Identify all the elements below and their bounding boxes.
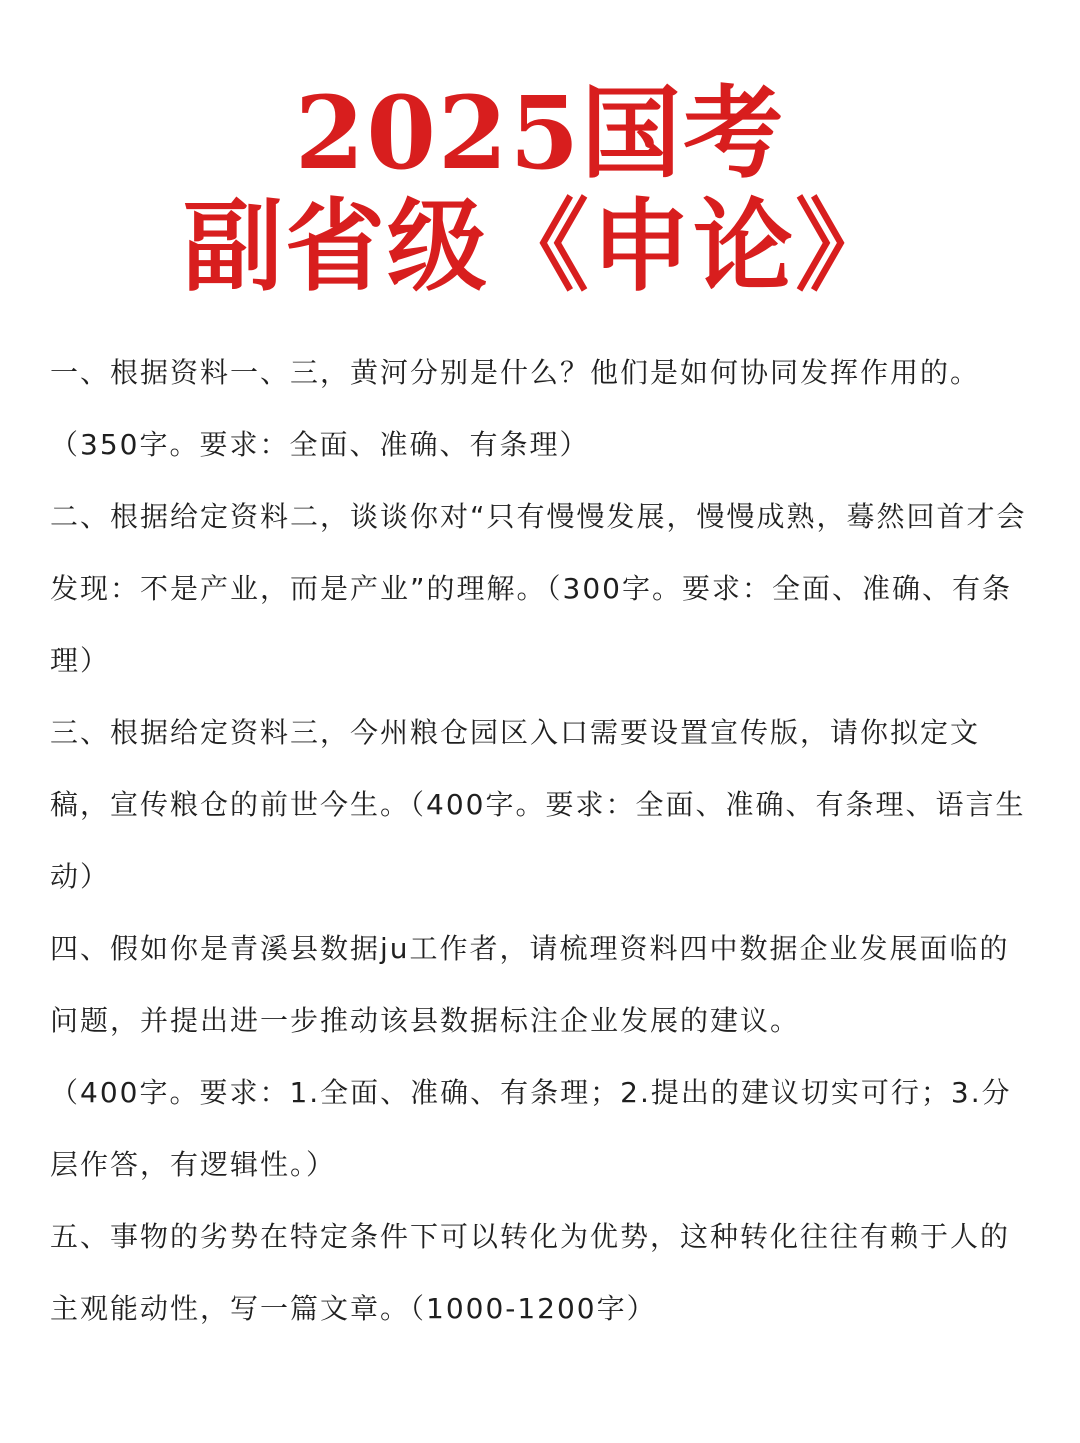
title-subject: 副省级《申论》: [183, 187, 897, 305]
question-1-requirement: （350字。要求：全面、准确、有条理）: [50, 428, 590, 461]
title-year-exam: 2025国考: [294, 74, 786, 192]
question-1: 一、根据资料一、三，黄河分别是什么？他们是如何协同发挥作用的。: [50, 356, 981, 389]
question-4: 四、假如你是青溪县数据ju工作者，请梳理资料四中数据企业发展面临的问题，并提出进一步推动该县数据标注企业发展的建议。: [50, 932, 1010, 1037]
question-5: 五、事物的劣势在特定条件下可以转化为优势，这种转化往往有赖于人的主观能动性，写一篇文章。（1000-1200字）: [50, 1220, 1011, 1325]
question-4-requirement: （400字。要求：1.全面、准确、有条理；2.提出的建议切实可行；3.分层作答，有逻辑性。）: [50, 1076, 1012, 1181]
question-2: 二、根据给定资料二，谈谈你对“只有慢慢发展，慢慢成熟，蓦然回首才会发现：不是产业，而是产业”的理解。（300字。要求：全面、准确、有条理）: [50, 500, 1027, 677]
question-3: 三、根据给定资料三，今州粮仓园区入口需要设置宣传版，请你拟定文稿，宣传粮仓的前世今生。（400字。要求：全面、准确、有条理、语言生动）: [50, 716, 1026, 893]
title-block: [0, 74, 1080, 306]
questions-list: [50, 337, 1035, 1345]
